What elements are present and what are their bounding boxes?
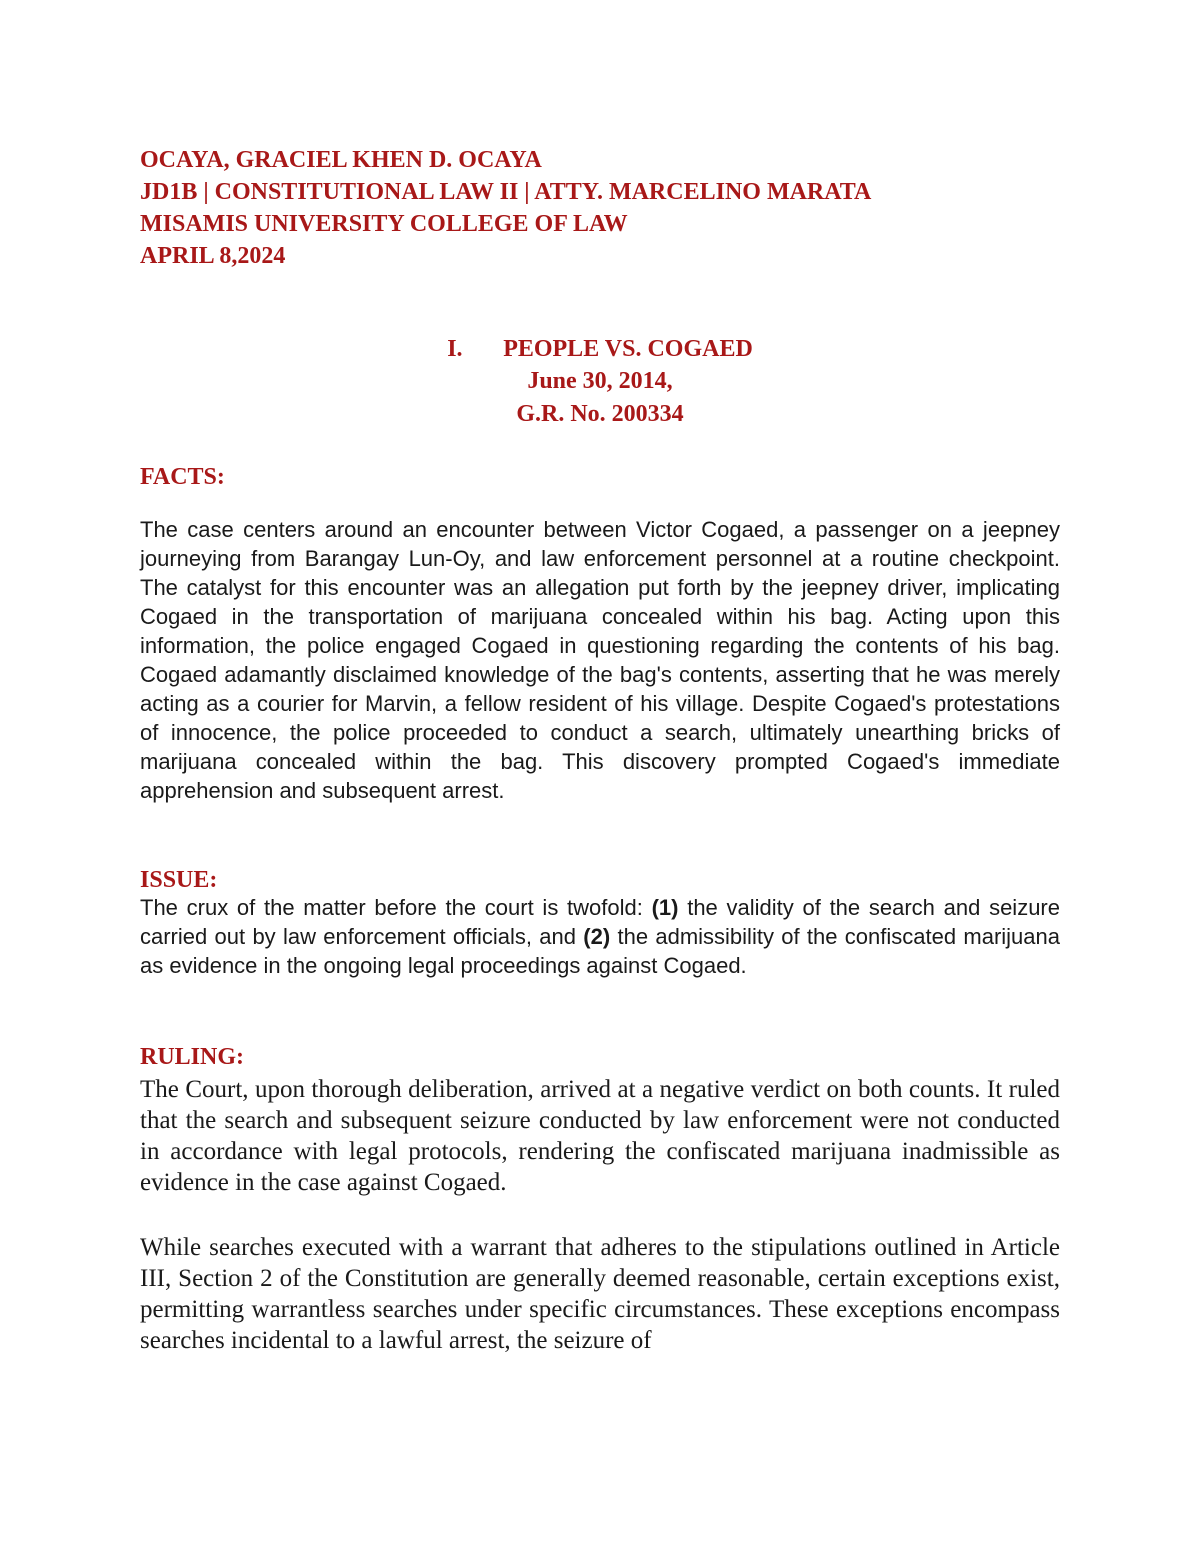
case-date: June 30, 2014, (527, 368, 673, 394)
case-title: PEOPLE VS. COGAED (503, 336, 753, 362)
issue-label: ISSUE: (140, 867, 218, 893)
issue-text-1: The crux of the matter before the court is twofold: (140, 895, 652, 920)
course-line: JD1B | CONSTITUTIONAL LAW II | ATTY. MARCELINO MARATA (140, 179, 872, 205)
facts-paragraph: The case centers around an encounter between Victor Cogaed, a passenger on a jeepney journeying from Barangay Lun-Oy, and law enforcement personnel at a routine checkpoint. The catalyst for this encounter was an allegation put forth by the jeepney driver, implicating Cogaed in the transportation of marijuana concealed within his bag. Acting upon this information, the police engaged Cogaed in questioning regarding the contents of his bag. Cogaed adamantly disclaimed knowledge of the bag's contents, asserting that he was merely acting as a courier for Marvin, a fellow resident of his village. Despite Cogaed's protestations of innocence, the police proceeded to conduct a search, ultimately unearthing bricks of marijuana concealed within the bag. This discovery prompted Cogaed's immediate apprehension and subsequent arrest. (140, 517, 1060, 803)
ruling-label: RULING: (140, 1044, 245, 1070)
issue-paragraph (140, 893, 1060, 980)
case-number: I. (447, 336, 463, 362)
facts-label: FACTS: (140, 464, 225, 490)
case-heading (0, 333, 1200, 365)
ruling-paragraph-1: The Court, upon thorough deliberation, arrived at a negative verdict on both counts. It ruled that the search and subsequent seizure conducted by law enforcement were not conducted in accordance with legal protocols, rendering the confiscated marijuana inadmissible as evidence in the case against Cogaed. (140, 1076, 1060, 1196)
issue-text-3: the admissibility of the confiscated marijuana as evidence in the ongoing legal proceedings against Cogaed. (140, 924, 1060, 978)
issue-marker-2: (2) (583, 924, 611, 949)
school-name: MISAMIS UNIVERSITY COLLEGE OF LAW (140, 211, 628, 237)
gr-number: G.R. No. 200334 (516, 401, 684, 427)
author-name: OCAYA, GRACIEL KHEN D. OCAYA (140, 147, 542, 173)
document-date: APRIL 8,2024 (140, 243, 286, 269)
ruling-paragraph-2: While searches executed with a warrant that adheres to the stipulations outlined in Article III, Section 2 of the Constitution are generally deemed reasonable, certain exceptions exist, permitting warrantless searches under specific circumstances. These exceptions encompass searches incidental to a lawful arrest, the seizure of (140, 1234, 1060, 1354)
issue-marker-1: (1) (651, 895, 679, 920)
issue-text-2: the validity of the search and seizure carried out by law enforcement officials, and (140, 895, 1060, 949)
